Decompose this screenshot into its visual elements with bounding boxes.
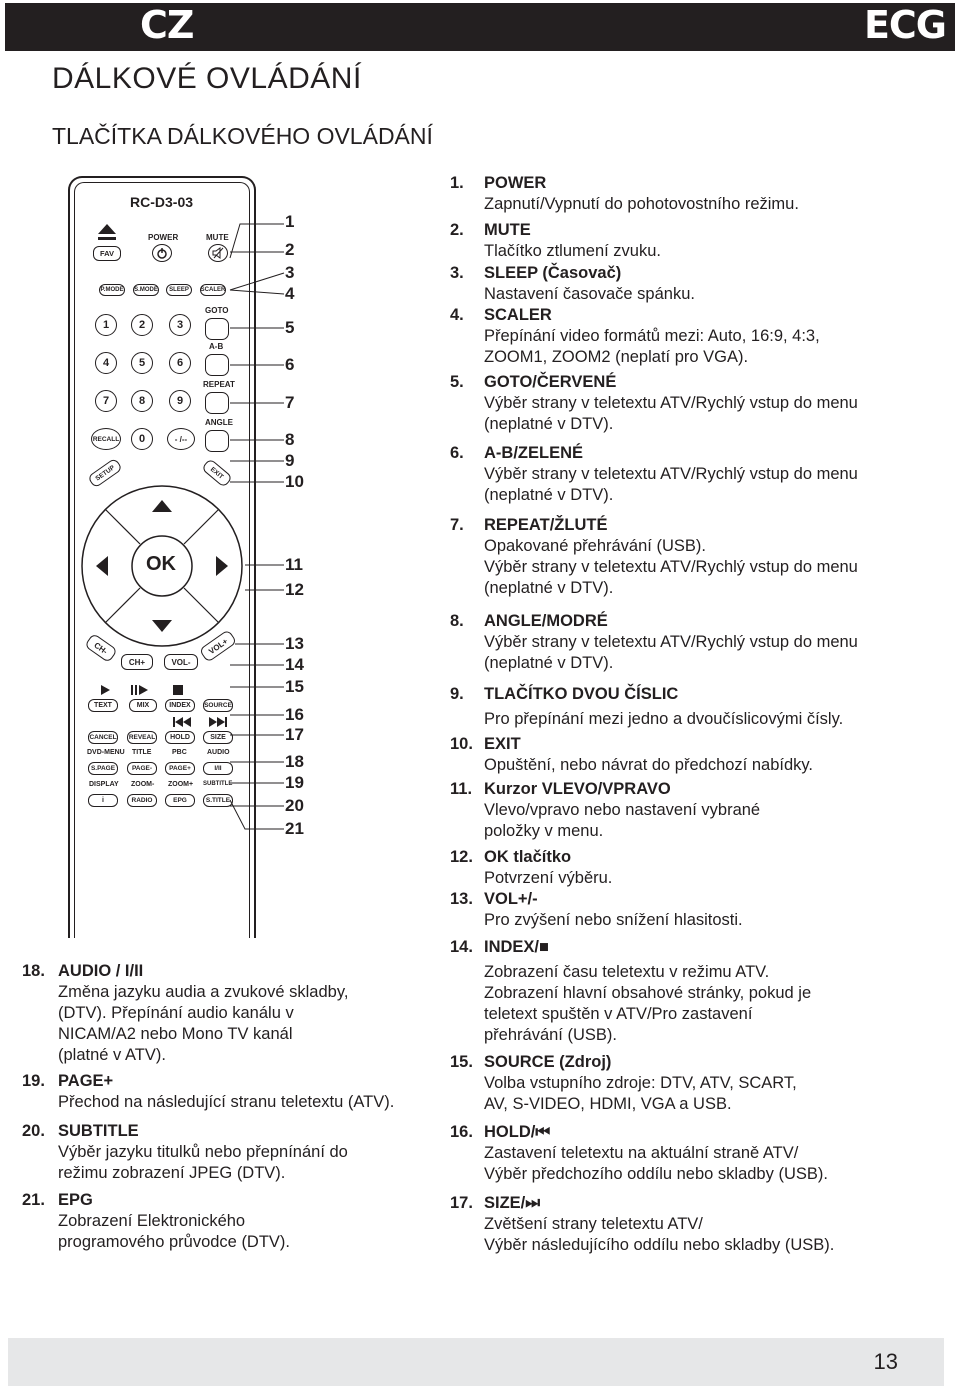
callout-13: 13 (285, 634, 304, 653)
digit-0-button[interactable]: 0 (131, 428, 153, 450)
item-title: REPEAT/ŽLUTÉ (484, 516, 608, 534)
item-title: SOURCE (Zdroj) (484, 1053, 612, 1071)
item-21 (22, 1190, 452, 1253)
digit-9-button[interactable]: 9 (169, 390, 191, 412)
goto-label: GOTO (205, 306, 229, 315)
left-arrow-icon[interactable] (96, 556, 108, 576)
item-title: POWER (484, 174, 547, 192)
callout-14: 14 (285, 655, 304, 674)
item-desc: Zobrazení Elektronického (58, 1212, 246, 1230)
source-button[interactable]: SOURCE (203, 699, 233, 712)
digit-6-button[interactable]: 6 (169, 352, 191, 374)
item-desc: položky v menu. (484, 822, 604, 840)
callout-9: 9 (285, 451, 295, 470)
item-desc: NICAM/A2 nebo Mono TV kanál (58, 1025, 293, 1043)
item-2 (450, 220, 910, 262)
item-desc: programového průvodce (DTV). (58, 1233, 291, 1251)
item-desc: režimu zobrazení JPEG (DTV). (58, 1164, 286, 1182)
ab-label: A-B (209, 342, 224, 351)
item-16 (450, 1122, 910, 1185)
callout-5: 5 (285, 318, 295, 337)
callout-10: 10 (285, 472, 304, 491)
item-desc: Nastavení časovače spánku. (484, 285, 695, 303)
item-desc: Zastavení teletextu na aktuální straně ATV/ (484, 1144, 799, 1162)
subtitle-label: SUBTITLE (203, 781, 233, 787)
callout-3: 3 (285, 263, 295, 282)
callout-21: 21 (285, 819, 304, 838)
callout-8: 8 (285, 430, 295, 449)
item-10 (450, 734, 910, 776)
remote-model: RC-D3-03 (130, 194, 194, 210)
text-button[interactable]: TEXT (88, 699, 118, 712)
item-title: PAGE+ (58, 1072, 114, 1090)
fav-button[interactable]: FAV (93, 246, 121, 261)
power-button[interactable] (152, 244, 172, 262)
prev-icon (172, 716, 192, 728)
section-title: TLAČÍTKA DÁLKOVÉHO OVLÁDÁNÍ (52, 123, 433, 149)
page-plus-button[interactable]: PAGE+ (165, 762, 195, 775)
item-desc: Výběr strany v teletextu ATV/Rychlý vstup do menu (484, 633, 858, 651)
dvd-menu-label: DVD-MENU (87, 749, 125, 756)
zoom-plus-label: ZOOM+ (168, 781, 194, 788)
index-button[interactable]: INDEX (165, 699, 195, 712)
ok-button[interactable]: OK (146, 553, 176, 575)
footer-bar (8, 1338, 944, 1386)
callout-18: 18 (285, 752, 304, 771)
item-title: MUTE (484, 221, 531, 239)
item-15 (450, 1052, 910, 1115)
item-title: OK tlačítko (484, 848, 572, 866)
dash-button[interactable]: - /-- (167, 428, 195, 450)
smode-button[interactable]: S.MODE (133, 284, 159, 296)
item-number: 14. (450, 938, 473, 956)
item-11 (450, 779, 910, 842)
audio-label: AUDIO (207, 749, 230, 756)
ch-minus-button[interactable]: CH- (84, 633, 118, 663)
item-number: 1. (450, 174, 464, 192)
power-icon (156, 247, 168, 259)
callout-6: 6 (285, 355, 295, 374)
item-number: 20. (22, 1122, 45, 1140)
hold-button[interactable]: HOLD (165, 731, 195, 744)
item-desc: Výběr jazyku titulků nebo přepnínání do (58, 1143, 348, 1161)
item-desc: Přechod na následující stranu teletextu (ATV). (58, 1093, 395, 1111)
item-title: Kurzor VLEVO/VPRAVO (484, 780, 671, 798)
callout-20: 20 (285, 796, 304, 815)
item-number: 11. (450, 780, 473, 798)
mix-button[interactable]: MIX (129, 699, 157, 712)
item-desc: Výběr předchozího oddílu nebo skladby (USB). (484, 1165, 828, 1183)
pbc-label: PBC (172, 749, 187, 756)
item-number: 6. (450, 444, 464, 462)
item-19 (22, 1071, 452, 1113)
up-arrow-icon[interactable] (152, 500, 172, 512)
item-title: HOLD/⏮ (484, 1123, 551, 1141)
item-number: 2. (450, 221, 464, 239)
item-desc: (platné v ATV). (58, 1046, 166, 1064)
item-number: 12. (450, 848, 473, 866)
play-icon (99, 684, 111, 696)
item-number: 13. (450, 890, 473, 908)
callout-1: 1 (285, 212, 295, 231)
ch-plus-button[interactable]: CH+ (121, 654, 153, 670)
spage-button[interactable]: S.PAGE (88, 762, 118, 775)
item-number: 21. (22, 1191, 45, 1209)
item-1 (450, 173, 910, 215)
callout-19: 19 (285, 773, 304, 792)
stop-icon (172, 684, 184, 696)
item-number: 18. (22, 962, 45, 980)
item-desc: Opakované přehrávání (USB). (484, 537, 706, 555)
item-desc: (neplatné v DTV). (484, 654, 614, 672)
digit-7-button[interactable]: 7 (95, 390, 117, 412)
item-desc: Pro zvýšení nebo snížení hlasitosti. (484, 911, 743, 929)
item-desc: Přepínání video formátů mezi: Auto, 16:9, 4:3, (484, 327, 820, 345)
radio-button[interactable]: RADIO (127, 794, 157, 807)
item-desc: Pro přepínání mezi jedno a dvoučíslicovými čísly. (484, 710, 844, 728)
item-title: SUBTITLE (58, 1122, 139, 1140)
power-label: POWER (148, 233, 179, 242)
zoom-minus-label: ZOOM- (131, 781, 155, 788)
item-title: TLAČÍTKO DVOU ČÍSLIC (484, 685, 679, 703)
reveal-button[interactable]: REVEAL (127, 731, 157, 744)
callout-17: 17 (285, 725, 304, 744)
setup-button[interactable]: SETUP (87, 458, 123, 489)
angle-label: ANGLE (205, 418, 233, 427)
title-label: TITLE (132, 749, 152, 756)
item-number: 10. (450, 735, 473, 753)
item-8 (450, 611, 910, 674)
item-title: EXIT (484, 735, 521, 753)
item-desc: Výběr strany v teletextu ATV/Rychlý vstup do menu (484, 558, 858, 576)
vol-minus-button[interactable]: VOL- (164, 654, 198, 670)
item-title: A-B/ZELENÉ (484, 444, 583, 462)
item-number: 17. (450, 1194, 473, 1212)
item-desc: AV, S-VIDEO, HDMI, VGA a USB. (484, 1095, 732, 1113)
item-desc: Tlačítko ztlumení zvuku. (484, 242, 661, 260)
display-label: DISPLAY (89, 781, 119, 788)
item-number: 19. (22, 1072, 45, 1090)
cancel-button[interactable]: CANCEL (88, 731, 118, 744)
item-desc: Potvrzení výběru. (484, 869, 613, 887)
stitle-button[interactable]: S.TITLE (203, 794, 233, 807)
vol-plus-button[interactable]: VOL+ (199, 629, 238, 663)
item-5 (450, 372, 910, 435)
item-desc: (neplatné v DTV). (484, 579, 614, 597)
item-desc: Výběr strany v teletextu ATV/Rychlý vstup do menu (484, 465, 858, 483)
mute-label: MUTE (206, 233, 229, 242)
item-desc: ZOOM1, ZOOM2 (neplatí pro VGA). (484, 348, 749, 366)
item-desc: Zobrazení hlavní obsahové stránky, pokud je (484, 984, 812, 1002)
item-number: 8. (450, 612, 464, 630)
item-desc: Zapnutí/Vypnutí do pohotovostního režimu. (484, 195, 799, 213)
digit-8-button[interactable]: 8 (131, 390, 153, 412)
item-number: 5. (450, 373, 464, 391)
language-label: CZ (140, 3, 194, 47)
item-12 (450, 847, 910, 889)
callout-7: 7 (285, 393, 295, 412)
item-title: INDEX/■ (484, 938, 549, 956)
item-desc: Vlevo/vpravo nebo nastavení vybrané (484, 801, 761, 819)
item-number: 7. (450, 516, 464, 534)
callout-11: 11 (285, 555, 303, 574)
item-number: 16. (450, 1123, 473, 1141)
item-title: VOL+/- (484, 890, 538, 908)
pause-play-icon (130, 684, 150, 696)
brand-logo: ECG (863, 3, 946, 47)
pmode-button[interactable]: P.MODE (99, 284, 125, 296)
item-desc: teletext spuštěn v ATV/Pro zastavení (484, 1005, 753, 1023)
item-desc: (neplatné v DTV). (484, 486, 614, 504)
page-title: DÁLKOVÉ OVLÁDÁNÍ (52, 62, 362, 95)
item-desc: Změna jazyku audia a zvukové skladby, (58, 983, 349, 1001)
scaler-button[interactable]: SCALER (200, 284, 226, 296)
page-number: 13 (873, 1349, 898, 1374)
item-9 (450, 684, 910, 730)
item-13 (450, 889, 910, 931)
callout-2: 2 (285, 240, 295, 259)
digit-2-button[interactable]: 2 (131, 314, 153, 336)
item-17 (450, 1193, 910, 1256)
callout-16: 16 (285, 705, 304, 724)
callout-lines (200, 210, 285, 840)
item-number: 15. (450, 1053, 473, 1071)
item-title: ANGLE/MODRÉ (484, 612, 608, 630)
epg-button[interactable]: EPG (165, 794, 195, 807)
info-button[interactable]: i (88, 794, 118, 807)
eject-icon (96, 222, 118, 242)
item-desc: Výběr strany v teletextu ATV/Rychlý vstup do menu (484, 394, 858, 412)
item-20 (22, 1121, 452, 1184)
digit-4-button[interactable]: 4 (95, 352, 117, 374)
repeat-label: REPEAT (203, 380, 235, 389)
item-title: SIZE/⏭ (484, 1194, 541, 1212)
item-desc: přehrávání (USB). (484, 1026, 617, 1044)
item-3 (450, 263, 910, 305)
item-18 (22, 961, 452, 1066)
item-title: SLEEP (Časovač) (484, 264, 622, 282)
callout-15: 15 (285, 677, 304, 696)
digit-1-button[interactable]: 1 (95, 314, 117, 336)
size-button[interactable]: SIZE (203, 731, 233, 744)
item-desc: Zvětšení strany teletextu ATV/ (484, 1215, 703, 1233)
item-number: 9. (450, 685, 464, 703)
item-7 (450, 515, 910, 599)
item-desc: Opuštění, nebo návrat do předchozí nabídky. (484, 756, 813, 774)
page-minus-button[interactable]: PAGE- (127, 762, 157, 775)
digit-5-button[interactable]: 5 (131, 352, 153, 374)
item-desc: (neplatné v DTV). (484, 415, 614, 433)
item-14 (450, 937, 910, 1046)
sleep-button[interactable]: SLEEP (166, 284, 192, 296)
item-desc: (DTV). Přepínání audio kanálu v (58, 1004, 294, 1022)
recall-button[interactable]: RECALL (91, 428, 121, 450)
item-number: 4. (450, 306, 464, 324)
item-title: SCALER (484, 306, 552, 324)
exit-button[interactable]: EXIT (201, 458, 233, 488)
item-number: 3. (450, 264, 464, 282)
down-arrow-icon[interactable] (152, 620, 172, 632)
digit-3-button[interactable]: 3 (169, 314, 191, 336)
item-title: EPG (58, 1191, 93, 1209)
item-title: AUDIO / I/II (58, 962, 144, 980)
audio-i-ii-button[interactable]: I/II (203, 762, 233, 775)
item-desc: Zobrazení času teletextu v režimu ATV. (484, 963, 770, 981)
item-4 (450, 305, 910, 368)
item-title: GOTO/ČERVENÉ (484, 373, 617, 391)
callout-4: 4 (285, 284, 295, 303)
item-desc: Výběr následujícího oddílu nebo skladby (USB). (484, 1236, 835, 1254)
callout-12: 12 (285, 580, 304, 599)
item-6 (450, 443, 910, 506)
item-desc: Volba vstupního zdroje: DTV, ATV, SCART, (484, 1074, 797, 1092)
